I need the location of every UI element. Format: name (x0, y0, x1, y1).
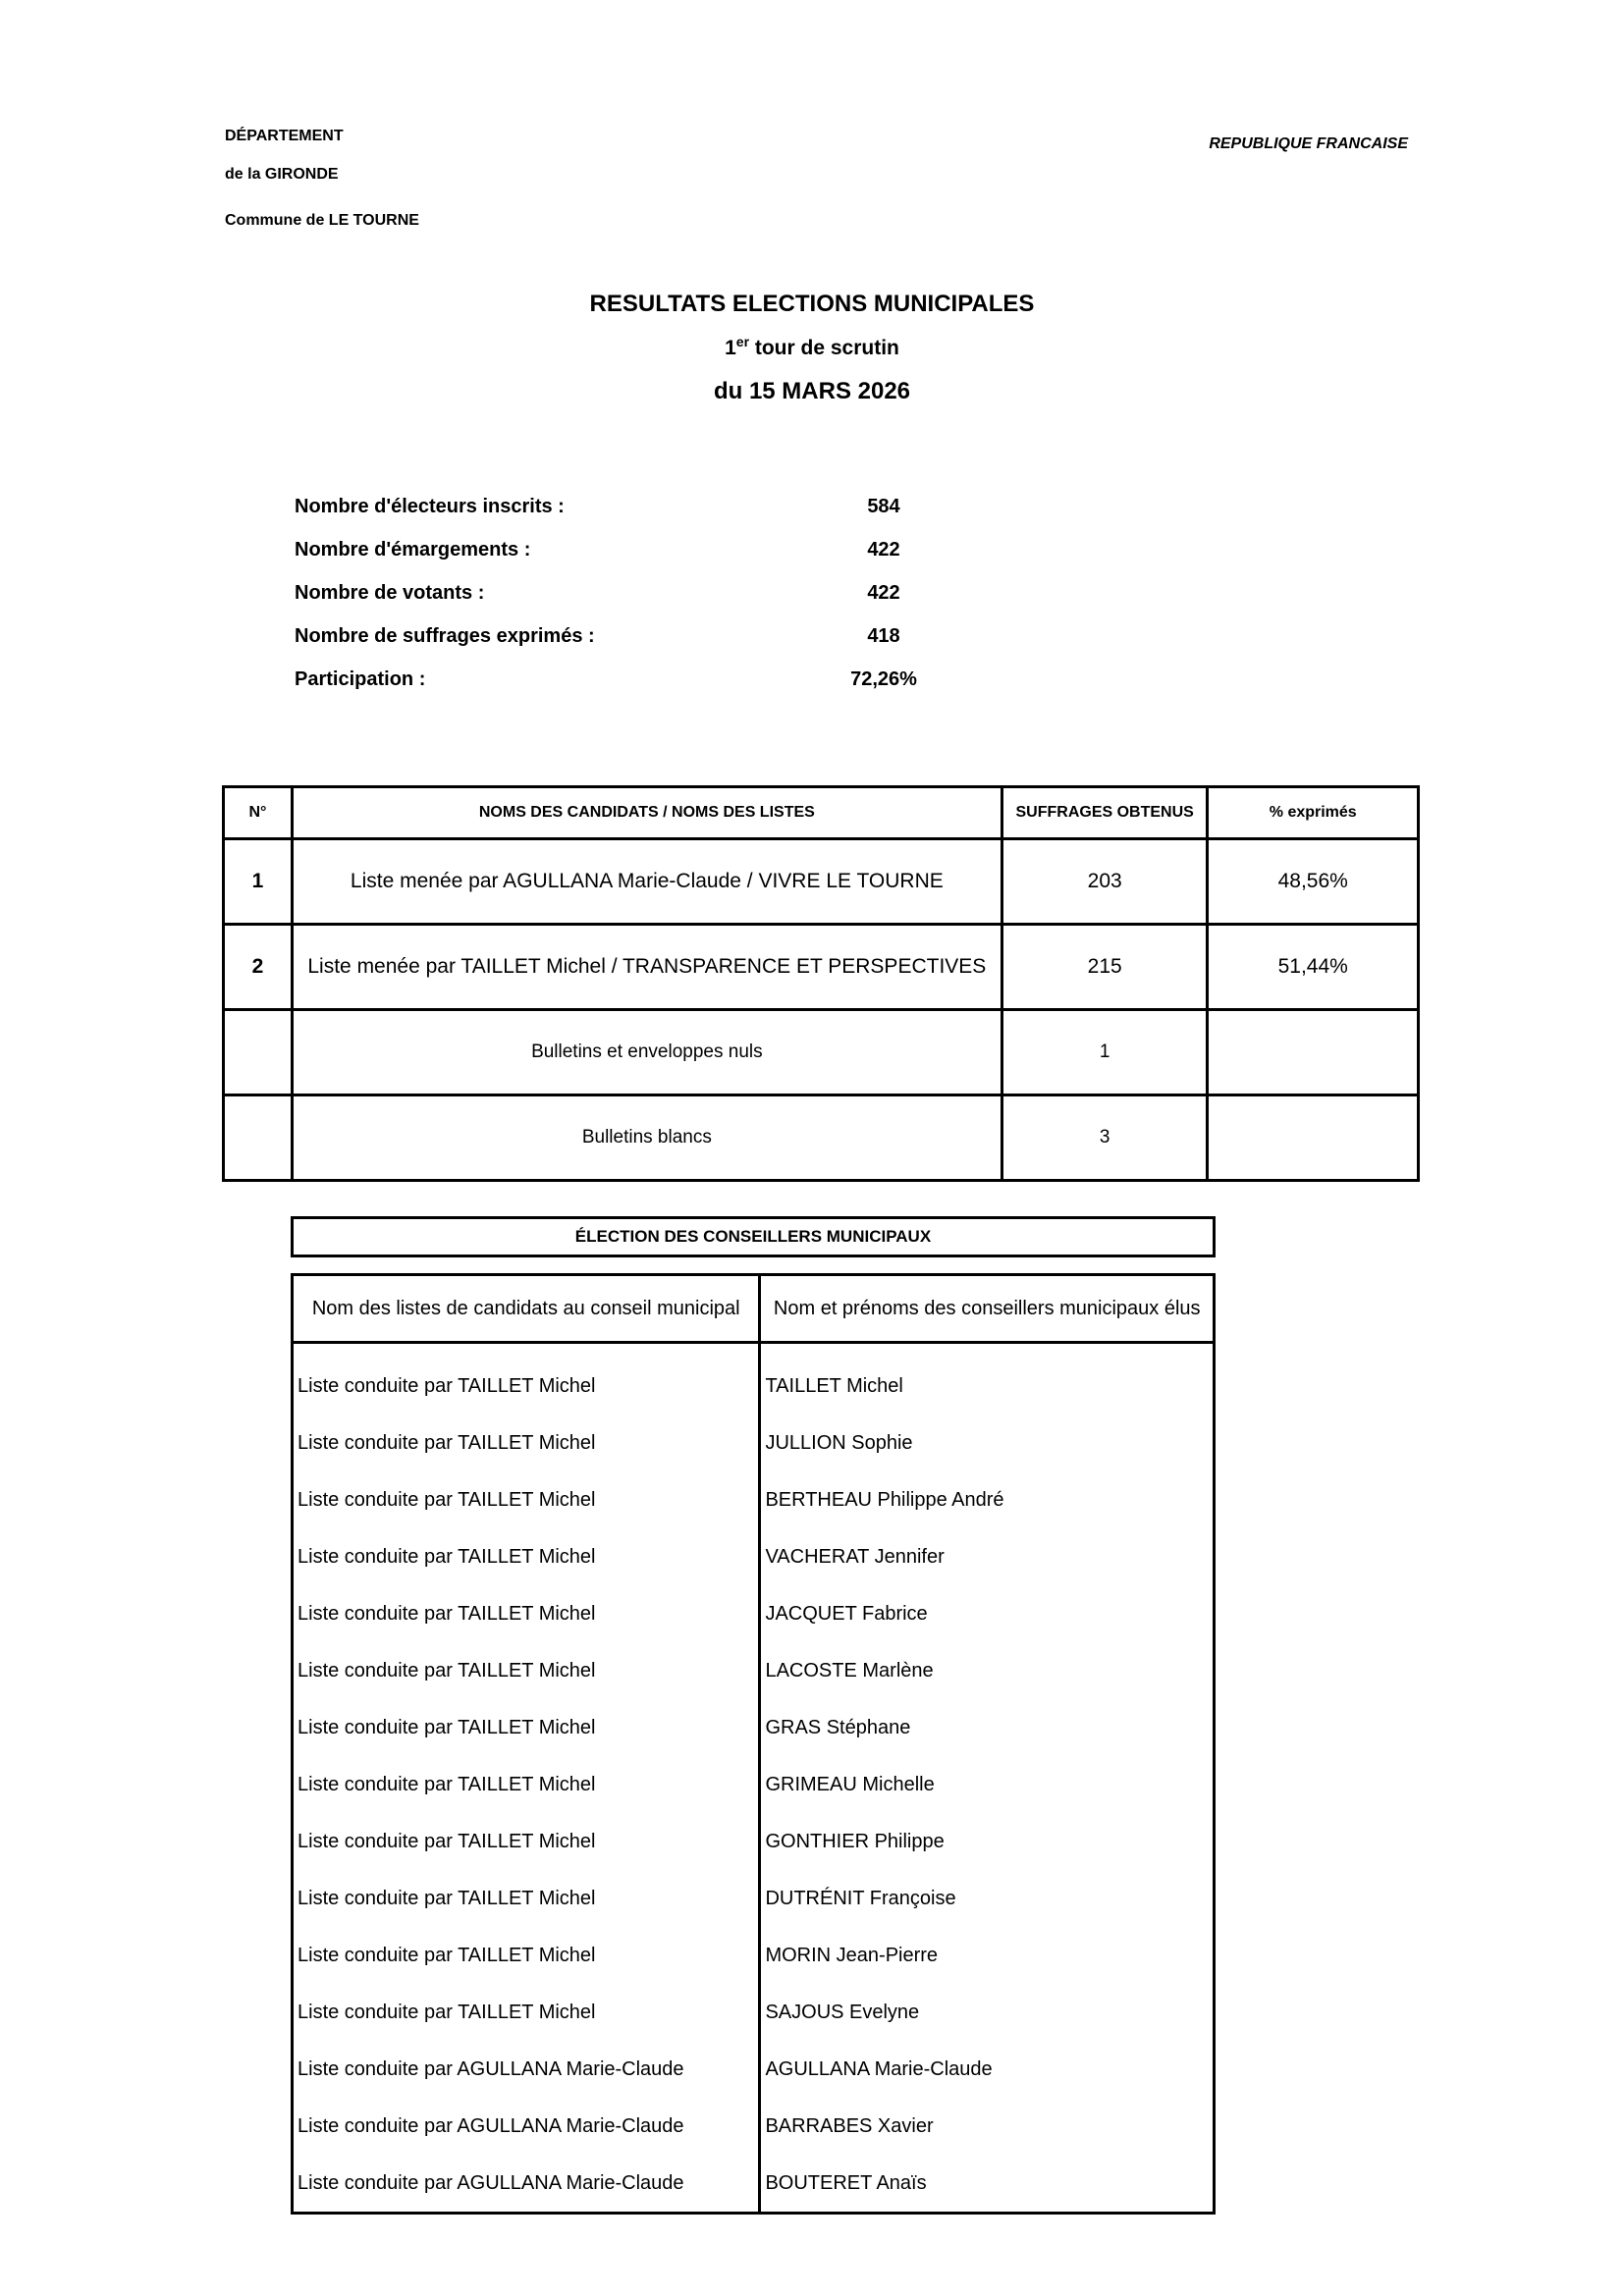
tour-superscript: er (735, 334, 750, 349)
document-title: RESULTATS ELECTIONS MUNICIPALES (589, 291, 1035, 317)
row-votes: 215 (1001, 925, 1208, 1010)
council-list-cell: Liste conduite par TAILLET Michel (293, 1642, 760, 1699)
stat-label: Nombre de votants : (295, 582, 485, 604)
council-name-cell: JACQUET Fabrice (760, 1585, 1215, 1642)
council-list-cell: Liste conduite par AGULLANA Marie-Claude (293, 2098, 760, 2155)
row-name: Liste menée par AGULLANA Marie-Claude / VIVRE LE TOURNE (292, 839, 1001, 925)
council-name-cell: LACOSTE Marlène (760, 1642, 1215, 1699)
spacer-cell (293, 1343, 760, 1359)
tour-subtitle (0, 334, 1624, 360)
council-list-cell: Liste conduite par TAILLET Michel (293, 1585, 760, 1642)
council-list-cell: Liste conduite par TAILLET Michel (293, 1870, 760, 1927)
stat-value: 422 (867, 539, 900, 561)
row-pct (1208, 1010, 1419, 1095)
stat-label: Nombre de suffrages exprimés : (295, 625, 595, 647)
table-row (224, 839, 1419, 925)
council-header-list: Nom des listes de candidats au conseil municipal (293, 1275, 760, 1343)
council-name-cell: DUTRÉNIT Françoise (760, 1870, 1215, 1927)
table-row (293, 1699, 1215, 1756)
council-header-elected: Nom et prénoms des conseillers municipaux élus (760, 1275, 1215, 1343)
row-name: Liste menée par TAILLET Michel / TRANSPARENCE ET PERSPECTIVES (292, 925, 1001, 1010)
header-name: NOMS DES CANDIDATS / NOMS DES LISTES (292, 787, 1001, 839)
council-list-cell: Liste conduite par TAILLET Michel (293, 1984, 760, 2041)
stat-label: Nombre d'émargements : (295, 539, 531, 561)
commune-label: Commune de LE TOURNE (225, 212, 419, 229)
row-num (224, 1010, 293, 1095)
council-name-cell: AGULLANA Marie-Claude (760, 2041, 1215, 2098)
republique-label: REPUBLIQUE FRANCAISE (1209, 135, 1408, 152)
council-list-cell: Liste conduite par TAILLET Michel (293, 1471, 760, 1528)
header-votes: SUFFRAGES OBTENUS (1001, 787, 1208, 839)
election-date: du 15 MARS 2026 (713, 378, 911, 404)
table-row (293, 2041, 1215, 2098)
row-pct: 51,44% (1208, 925, 1419, 1010)
stat-value: 422 (867, 582, 900, 604)
stat-row-participation (295, 668, 982, 712)
row-votes: 1 (1001, 1010, 1208, 1095)
stat-row-votants (295, 582, 982, 625)
table-row (293, 2098, 1215, 2155)
row-name: Bulletins blancs (292, 1095, 1001, 1181)
row-num (224, 1095, 293, 1181)
table-row (293, 1642, 1215, 1699)
table-spacer (293, 1343, 1215, 1359)
council-list-cell: Liste conduite par TAILLET Michel (293, 1813, 760, 1870)
council-list-cell: Liste conduite par TAILLET Michel (293, 1528, 760, 1585)
row-votes: 203 (1001, 839, 1208, 925)
council-name-cell: TAILLET Michel (760, 1358, 1215, 1415)
gironde-label: de la GIRONDE (225, 166, 339, 183)
table-row (293, 1984, 1215, 2041)
stat-label: Nombre d'électeurs inscrits : (295, 496, 565, 517)
council-name-cell: BERTHEAU Philippe André (760, 1471, 1215, 1528)
table-row (293, 2155, 1215, 2214)
council-table (291, 1273, 1216, 2215)
row-num: 2 (224, 925, 293, 1010)
council-name-cell: GRIMEAU Michelle (760, 1756, 1215, 1813)
stat-row-exprimes (295, 625, 982, 668)
table-row (293, 1813, 1215, 1870)
table-row (224, 1010, 1419, 1095)
row-num: 1 (224, 839, 293, 925)
council-section-title: ÉLECTION DES CONSEILLERS MUNICIPAUX (291, 1216, 1216, 1257)
stat-value: 418 (867, 625, 900, 647)
table-row (293, 1528, 1215, 1585)
council-list-cell: Liste conduite par TAILLET Michel (293, 1699, 760, 1756)
table-row (293, 1415, 1215, 1471)
table-row (293, 1585, 1215, 1642)
council-name-cell: VACHERAT Jennifer (760, 1528, 1215, 1585)
council-name-cell: MORIN Jean-Pierre (760, 1927, 1215, 1984)
council-name-cell: GRAS Stéphane (760, 1699, 1215, 1756)
table-row (293, 1870, 1215, 1927)
table-row (293, 1358, 1215, 1415)
council-name-cell: SAJOUS Evelyne (760, 1984, 1215, 2041)
council-list-cell: Liste conduite par TAILLET Michel (293, 1756, 760, 1813)
council-name-cell: BOUTERET Anaïs (760, 2155, 1215, 2214)
stat-label: Participation : (295, 668, 426, 690)
table-row (293, 1756, 1215, 1813)
header-pct: % exprimés (1208, 787, 1419, 839)
row-name: Bulletins et enveloppes nuls (292, 1010, 1001, 1095)
stat-value: 72,26% (850, 668, 917, 690)
stat-row-emargements (295, 539, 982, 582)
table-row (224, 1095, 1419, 1181)
council-list-cell: Liste conduite par TAILLET Michel (293, 1358, 760, 1415)
spacer-cell (760, 1343, 1215, 1359)
council-header-row (293, 1275, 1215, 1343)
table-row (224, 925, 1419, 1010)
council-list-cell: Liste conduite par TAILLET Michel (293, 1415, 760, 1471)
stat-value: 584 (867, 496, 900, 517)
stats-block (295, 496, 982, 712)
row-pct: 48,56% (1208, 839, 1419, 925)
departement-label: DÉPARTEMENT (225, 128, 344, 144)
tour-text: tour de scrutin (749, 337, 899, 359)
council-list-cell: Liste conduite par AGULLANA Marie-Claude (293, 2041, 760, 2098)
council-name-cell: JULLION Sophie (760, 1415, 1215, 1471)
results-header-row (224, 787, 1419, 839)
tour-number: 1 (725, 337, 736, 359)
row-votes: 3 (1001, 1095, 1208, 1181)
council-list-cell: Liste conduite par AGULLANA Marie-Claude (293, 2155, 760, 2214)
council-list-cell: Liste conduite par TAILLET Michel (293, 1927, 760, 1984)
council-name-cell: BARRABES Xavier (760, 2098, 1215, 2155)
council-name-cell: GONTHIER Philippe (760, 1813, 1215, 1870)
header-num: N° (224, 787, 293, 839)
results-table (222, 785, 1420, 1182)
table-row (293, 1927, 1215, 1984)
stat-row-inscrits (295, 496, 982, 539)
table-row (293, 1471, 1215, 1528)
row-pct (1208, 1095, 1419, 1181)
